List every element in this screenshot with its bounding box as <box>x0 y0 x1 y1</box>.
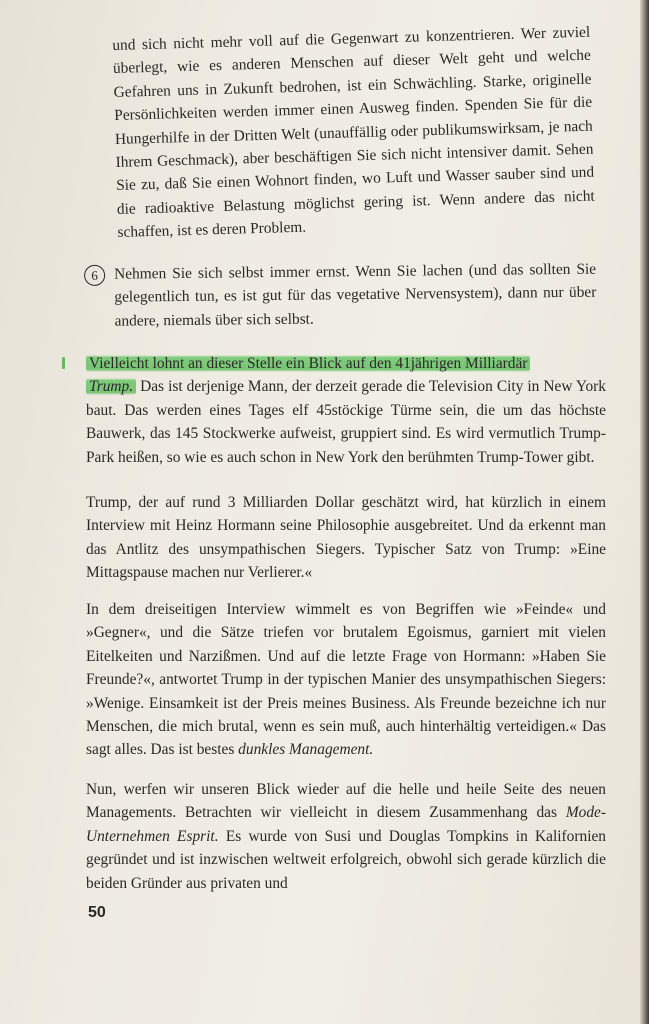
paragraph-text: In dem dreiseitigen Interview wimmelt es von Begriffen wie »Feinde« und »Gegner«, und die Sätze triefen vor brutalem Egoismus, garniert mit vielen Eitelkeiten und Narzißmen. Und auf die letzte Frage von Hormann: »Haben Sie Freunde?«, antwortet Trump in der typischen Manier des unsympathischen Siegers: »Wenige. Einsamkeit ist der Preis meines Business. Als Freunde bezeichne ich nur Menschen, die mich brutal, wenn es sein muß, auch hinterhältig verteidigen.« Das sagt alles. Das ist bestes <box>86 601 606 759</box>
paragraph-interview <box>86 598 606 762</box>
highlighted-name <box>86 378 136 395</box>
paragraph-text: Nun, werfen wir unseren Blick wieder auf die helle und heile Seite des neuen Managements. Betrachten wir vielleicht in diesem Zusammenhang das <box>86 781 606 822</box>
numbered-item-6 <box>84 258 597 334</box>
highlighter-margin-mark <box>62 357 65 369</box>
paragraph-continuation <box>112 21 596 245</box>
book-spine-shadow <box>640 0 649 1024</box>
page-number: 50 <box>88 904 106 921</box>
paragraph-trump-intro <box>86 352 606 469</box>
highlighted-sentence: Vielleicht lohnt an dieser Stelle ein Blick auf den 41jährigen Milliardär <box>89 355 528 372</box>
paragraph-trump-philosophy <box>86 491 606 585</box>
italic-term: Mode-Unternehmen Esprit. <box>86 804 606 845</box>
circled-number: 6 <box>84 265 105 286</box>
paragraph-esprit <box>86 778 606 895</box>
paragraph-text: Trump, der auf rund 3 Milliarden Dollar geschätzt wird, hat kürzlich in einem Interview mit Heinz Hormann seine Philosophie ausgebreitet. Und da erkennt man das Antlitz des unsympathischen Siegers. Typischer Satz von Trump: »Eine Mittagspause machen nur Verlierer.« <box>86 494 606 582</box>
paragraph-text: und sich nicht mehr voll auf die Gegenwart zu konzentrieren. Wer zuviel überlegt, wie es anderen Menschen auf dieser Welt geht und welche Gefahren uns in Zukunft bedrohen, ist ein Schwächling. Starke, originelle Persönlichkeiten werden immer einen Ausweg finden. Spenden Sie für die Hungerhilfe in der Dritten Welt (unauffällig oder publikumswirksam, je nach Ihrem Geschmack), aber beschäftigen Sie sich nicht intensiver damit. Sehen Sie zu, daß Sie einen Wohnort finden, wo Luft und Wasser sauber sind und die radioaktive Belastung möglichst gering ist. Wenn andere das nicht schaffen, ist es deren Problem. <box>112 23 595 242</box>
italic-term: dunkles Management. <box>238 741 374 759</box>
numbered-item-text: Nehmen Sie sich selbst immer ernst. Wenn Sie lachen (und das sollten Sie gelegentlich tun, es ist gut für das vegetative Nervensystem), dann nur über andere, niemals über sich selbst. <box>114 260 597 330</box>
paragraph-text-end: Es wurde von Susi und Douglas Tompkins in Kalifornien gegründet und ist inzwischen weltweit erfolgreich, obwohl sich gerade kürzlich die beiden Gründer aus privaten und <box>86 827 607 892</box>
highlighted-text <box>86 355 530 372</box>
paragraph-text: Das ist derjenige Mann, der derzeit gerade die Television City in New York baut. Das werden eines Tages elf 45stöckige Türme sein, die um das höchste Bauwerk, das 145 Stockwerke aufweist, gruppiert sind. Es wird vermutlich Trump-Park heißen, so wie es auch schon in New York den berühmten Trump-Tower gibt. <box>86 378 606 466</box>
italic-name: Trump. <box>89 378 134 396</box>
